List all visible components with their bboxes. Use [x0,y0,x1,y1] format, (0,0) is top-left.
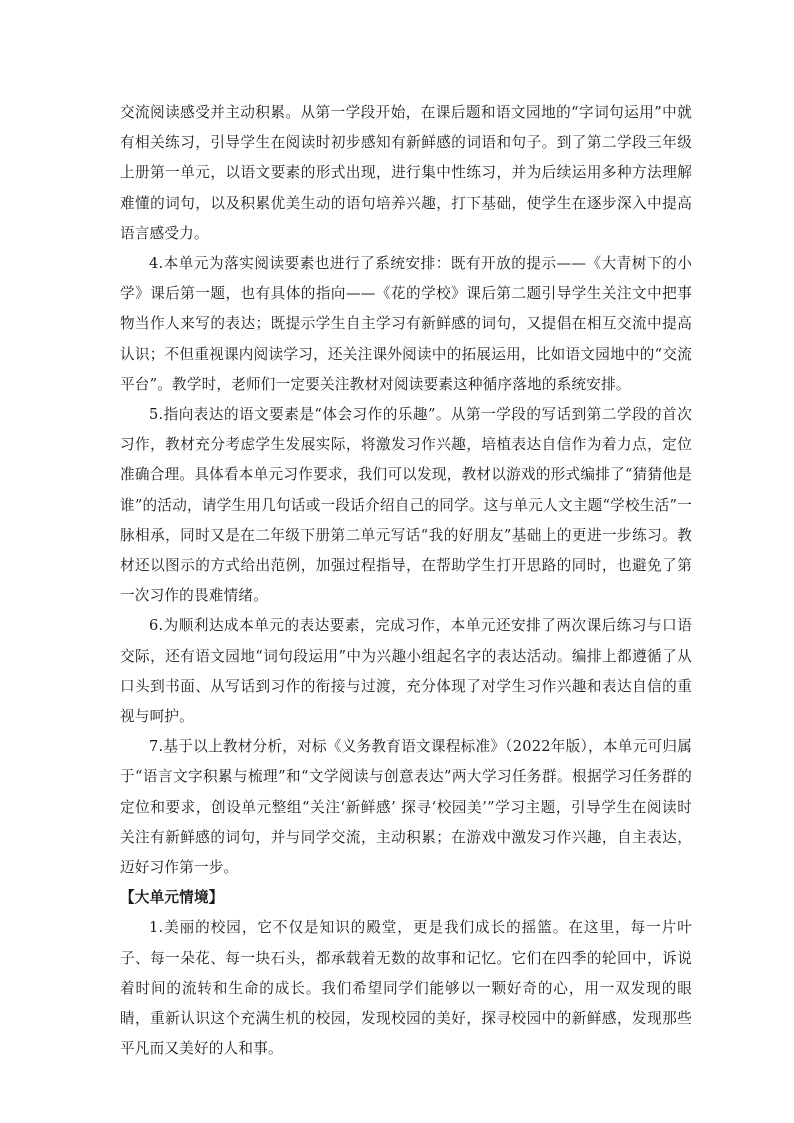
paragraph-context-1: 1.美丽的校园，它不仅是知识的殿堂，更是我们成长的摇篮。在这里，每一片叶子、每一朵花、每一块石头，都承载着无数的故事和记忆。它们在四季的轮回中，诉说着时间的流转和生命的成长。我们希望同学们能够以一颗好奇的心，用一双发现的眼睛，重新认识这个充满生机的校园，发现校园的美好，探寻校园中的新鲜感，发现那些平凡而又美好的人和事。 [120,919,692,1058]
section-heading: 【大单元情境】 [120,889,224,907]
document-body [120,98,692,1065]
paragraph-point-6: 6.为顺利达成本单元的表达要素，完成习作，本单元还安排了两次课后练习与口语交际，还有语文园地“词句段运用”中为兴趣小组起名字的表达活动。编排上都遵循了从口头到书面、从写话到习作的衔接与过渡，充分体现了对学生习作兴趣和表达自信的重视与呵护。 [120,617,692,726]
paragraph-point-4: 4.本单元为落实阅读要素也进行了系统安排：既有开放的提示——《大青树下的小学》课后第一题，也有具体的指向——《花的学校》课后第二题引导学生关注文中把事物当作人来写的表达；既提示学生自主学习有新鲜感的词句，又提倡在相互交流中提高认识；不但重视课内阅读学习，还关注课外阅读中的拓展运用，比如语文园地中的“交流平台”。教学时，老师们一定要关注教材对阅读要素这种循序落地的系统安排。 [120,255,692,393]
paragraph-point-5: 5.指向表达的语文要素是“体会习作的乐趣”。从第一学段的写话到第二学段的首次习作，教材充分考虑学生发展实际，将激发习作兴趣，培植表达自信作为着力点，定位准确合理。具体看本单元习作要求，我们可以发现，教材以游戏的形式编排了“猜猜他是谁”的活动，请学生用几句话或一段话介绍自己的同学。这与单元人文主题“学校生活”一脉相承，同时又是在二年级下册第二单元写话“我的好朋友”基础上的更进一步练习。教材还以图示的方式给出范例，加强过程指导，在帮助学生打开思路的同时，也避免了第一次习作的畏难情绪。 [120,406,692,605]
paragraph-point-7: 7.基于以上教材分析，对标《义务教育语文课程标准》（2022年版），本单元可归属于“语言文字积累与梳理”和“文学阅读与创意表达”两大学习任务群。根据学习任务群的定位和要求，创设单元整组“关注‘新鲜感’ 探寻‘校园美’”学习主题，引导学生在阅读时关注有新鲜感的词句，并与同学交流，主动积累；在游戏中激发习作兴趣，自主表达，迈好习作第一步。 [120,738,692,877]
paragraph-reading-continuation: 交流阅读感受并主动积累。从第一学段开始，在课后题和语文园地的“字词句运用”中就有相关练习，引导学生在阅读时初步感知有新鲜感的词语和句子。到了第二学段三年级上册第一单元，以语文要素的形式出现，进行集中性练习，并为后续运用多种方法理解难懂的词句，以及积累优美生动的语句培养兴趣，打下基础，使学生在逐步深入中提高语言感受力。 [120,104,692,242]
